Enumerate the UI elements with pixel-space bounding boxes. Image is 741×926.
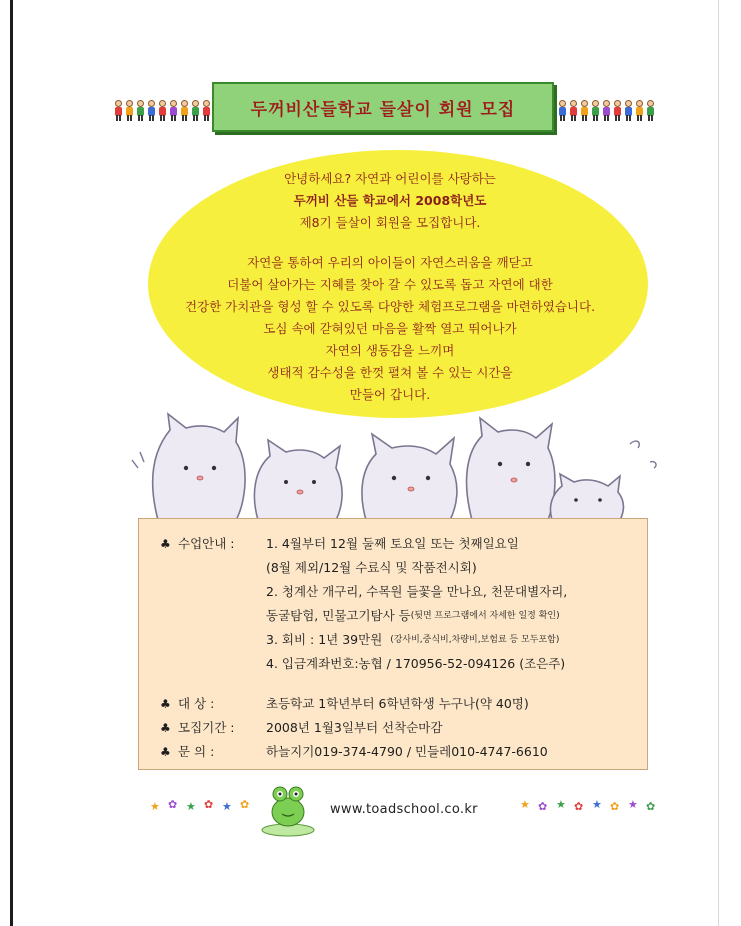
club-icon: ♣ [160,697,171,711]
target-value: 초등학교 1학년부터 6학년학생 누구나(약 40명) [266,696,529,711]
intro-line: 건강한 가치관을 형성 할 수 있도록 다양한 체험프로그램을 마련하였습니다. [184,299,596,314]
class-item-3-note: (강사비,중식비,차량비,보험료 등 모두포함) [390,635,560,645]
cats-illustration [110,412,670,532]
scan-edge-right [718,0,719,926]
class-item-2-cont: 동굴탐험, 민물고기탐사 등 [266,608,411,623]
flower-icon: ✿ [538,800,548,813]
club-icon: ♣ [160,745,171,759]
class-item-1-note: (8월 제외/12월 수료식 및 작품전시회) [266,560,477,575]
contact-label: 문 의 : [178,744,215,759]
intro-text [120,168,660,406]
scan-edge-left [10,0,13,926]
intro-line: 자연을 통하여 우리의 아이들이 자연스러움을 깨닫고 [247,255,533,270]
flower-icon: ✿ [240,798,250,811]
frog-icon [258,778,318,838]
info-section [160,532,650,764]
class-item-2: 2. 청계산 개구리, 수목원 들꽃을 만나요, 천문대별자리, [266,584,568,599]
period-label: 모집기간 : [178,720,235,735]
contact-value: 하늘지기019-374-4790 / 민들레010-4747-6610 [266,744,548,759]
period-value: 2008년 1월3일부터 선착순마감 [266,720,443,735]
intro-line: 자연의 생동감을 느끼며 [325,343,455,358]
intro-line: 제8기 들살이 회원을 모집합니다. [299,215,481,230]
flower-icon: ✿ [204,798,214,811]
intro-line: 더불어 살아가는 지혜를 찾아 갈 수 있도록 돕고 자연에 대한 [227,277,553,292]
star-icon: ★ [222,800,232,813]
intro-line: 두꺼비 산들 학교에서 2008학년도 [293,193,487,208]
class-label: 수업안내 : [178,536,235,551]
website-url[interactable]: www.toadschool.co.kr [330,802,478,817]
kids-decoration-right [558,100,655,124]
flower-icon: ✿ [610,800,620,813]
title-banner [212,82,554,132]
star-icon: ★ [150,800,160,813]
star-icon: ★ [520,798,530,811]
intro-line: 만들어 갑니다. [349,387,431,402]
star-icon: ★ [628,798,638,811]
class-item-2-note: (뒷면 프로그램에서 자세한 일정 확인) [410,611,560,621]
flower-icon: ✿ [574,800,584,813]
intro-line: 도심 속에 갇혀있던 마음을 활짝 열고 뛰어나가 [263,321,517,336]
flower-icon: ✿ [646,800,656,813]
page-title: 두꺼비산들학교 들살이 회원 모집 [250,99,516,120]
flower-icon: ✿ [168,798,178,811]
club-icon: ♣ [160,721,171,735]
class-item-1: 1. 4월부터 12월 둘째 토요일 또는 첫째일요일 [266,536,519,551]
star-icon: ★ [592,798,602,811]
star-icon: ★ [186,800,196,813]
club-icon: ♣ [160,537,171,551]
intro-line: 안녕하세요? 자연과 어린이를 사랑하는 [284,171,496,186]
class-item-3: 3. 회비 : 1년 39만원 [266,632,383,647]
star-icon: ★ [556,798,566,811]
class-item-4: 4. 입금계좌번호:농협 / 170956-52-094126 (조은주) [266,656,566,671]
target-label: 대 상 : [178,696,215,711]
kids-decoration-left [114,100,211,124]
intro-line: 생태적 감수성을 한껏 펼쳐 볼 수 있는 시간을 [267,365,513,380]
